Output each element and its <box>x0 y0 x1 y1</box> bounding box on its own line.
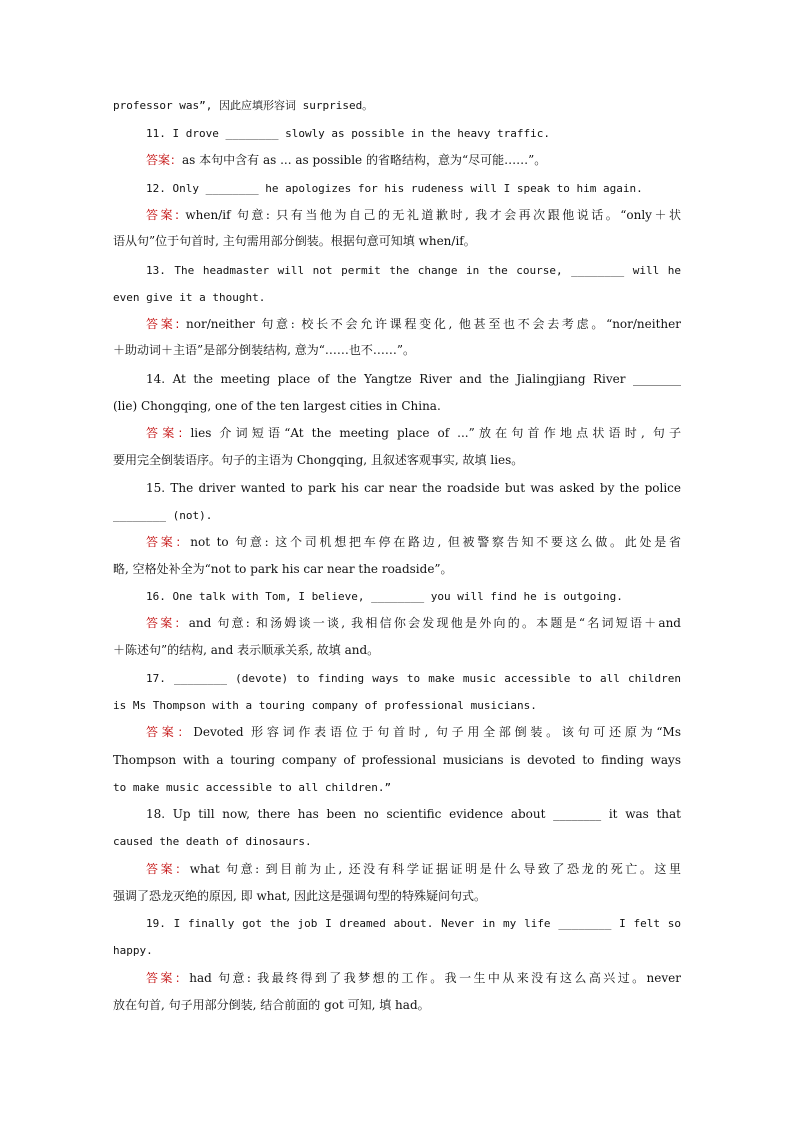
line-text: is Ms Thompson with a touring company of professional musicians. <box>113 699 537 712</box>
text-line <box>113 997 681 1013</box>
text-line <box>146 588 681 605</box>
line-text: happy. <box>113 944 153 957</box>
line-text: when/if 句意: 只有当他为自己的无礼道歉时, 我才会再次跟他说话。“only＋状 <box>179 208 681 222</box>
text-line <box>146 125 681 142</box>
text-line <box>113 398 681 414</box>
line-text: 强调了恐龙灭绝的原因, 即 what, 因此这是强调句型的特殊疑问句式。 <box>113 889 487 903</box>
line-text: 15. The driver wanted to park his car near the roadside but was asked by the police <box>146 481 681 495</box>
line-text: what 句意: 到目前为止, 还没有科学证据证明是什么导致了恐龙的死亡。这里 <box>189 862 681 876</box>
text-line <box>146 207 681 223</box>
answer-label: 答案： <box>146 971 190 985</box>
text-line <box>113 833 681 850</box>
text-line <box>113 289 681 306</box>
line-text: ＋助动词＋主语”是部分倒装结构, 意为“……也不……”。 <box>113 343 416 357</box>
line-text: Thompson with a touring company of professional musicians is devoted to finding ways <box>113 753 681 767</box>
answer-label: 答案: <box>146 317 180 331</box>
text-line <box>146 915 681 932</box>
text-line <box>146 152 681 168</box>
line-text: had 句意: 我最终得到了我梦想的工作。我一生中从来没有这么高兴过。never <box>189 971 681 985</box>
line-text: 19. I finally got the job I dreamed about. Never in my life ________ I felt so <box>146 917 681 930</box>
line-text: 13. The headmaster will not permit the change in the course, ________ will he <box>146 264 681 277</box>
line-text: ________ (not). <box>113 509 213 522</box>
text-line <box>113 642 681 658</box>
line-text: 14. At the meeting place of the Yangtze River and the Jialingjiang River ________ <box>146 372 681 386</box>
text-line <box>113 233 681 249</box>
line-text: and 句意: 和汤姆谈一谈, 我相信你会发现他是外向的。本题是“名词短语＋and <box>188 616 681 630</box>
text-line <box>146 534 681 550</box>
line-text: 16. One talk with Tom, I believe, ________ you will find he is outgoing. <box>146 590 623 603</box>
line-text: 略, 空格处补全为“not to park his car near the roadside”。 <box>113 562 453 576</box>
text-line <box>146 262 681 279</box>
text-line <box>146 371 681 387</box>
text-line <box>113 97 681 114</box>
text-line <box>113 942 681 959</box>
text-line <box>113 779 681 796</box>
answer-label: 答案: <box>146 426 183 440</box>
text-line <box>113 752 681 768</box>
line-text: lies 介词短语“At the meeting place of ...”放在句首作地点状语时, 句子 <box>182 426 681 440</box>
line-text: 语从句”位于句首时, 主句需用部分倒装。根据句意可知填 when/if。 <box>113 234 476 248</box>
line-text: not to 句意: 这个司机想把车停在路边, 但被警察告知不要这么做。此处是省 <box>190 535 681 549</box>
line-text: 12. Only ________ he apologizes for his rudeness will I speak to him again. <box>146 182 643 195</box>
line-text: 放在句首, 句子用部分倒装, 结合前面的 got 可知, 填 had。 <box>113 998 430 1012</box>
text-line <box>146 425 681 441</box>
text-line <box>146 724 681 740</box>
text-line <box>146 480 681 496</box>
answer-label: 答案： <box>146 616 189 630</box>
line-text: 18. Up till now, there has been no scientific evidence about ________ it was that <box>146 807 681 821</box>
line-text: to make music accessible to all children.” <box>113 781 392 794</box>
line-text: 11. I drove ________ slowly as possible in the heavy traffic. <box>146 127 550 140</box>
line-text: (lie) Chongqing, one of the ten largest cities in China. <box>113 399 441 413</box>
answer-label: 答案： <box>146 153 183 167</box>
text-line <box>146 970 681 986</box>
text-line <box>146 861 681 877</box>
line-text: Devoted 形容词作表语位于句首时, 句子用全部倒装。该句可还原为“Ms <box>193 725 681 739</box>
text-line <box>146 670 681 687</box>
text-line <box>113 697 681 714</box>
text-line <box>146 316 681 332</box>
text-line <box>146 615 681 631</box>
text-line <box>146 180 681 197</box>
text-line <box>146 806 681 822</box>
line-text: caused the death of dinosaurs. <box>113 835 312 848</box>
line-text: 要用完全倒装语序。句子的主语为 Chongqing, 且叙述客观事实, 故填 lies。 <box>113 453 524 467</box>
text-line <box>113 507 681 524</box>
answer-label: 答案: <box>146 208 180 222</box>
answer-label: 答案： <box>146 725 194 739</box>
answer-label: 答案： <box>146 535 191 549</box>
line-text: even give it a thought. <box>113 291 266 304</box>
line-text: 17. ________ (devote) to finding ways to make music accessible to all children <box>146 672 681 685</box>
line-text: professor was”, 因此应填形容词 surprised。 <box>113 99 374 112</box>
line-text: ＋陈述句”的结构, and 表示顺承关系, 故填 and。 <box>113 643 380 657</box>
text-line <box>113 561 681 577</box>
line-text: as 本句中含有 as ... as possible 的省略结构，意为“尽可能……”。 <box>182 153 547 167</box>
answer-label: 答案： <box>146 862 190 876</box>
line-text: nor/neither 句意: 校长不会允许课程变化, 他甚至也不会去考虑。“nor/neither <box>179 317 681 331</box>
text-line <box>113 342 681 358</box>
text-line <box>113 888 681 904</box>
text-line <box>113 452 681 468</box>
